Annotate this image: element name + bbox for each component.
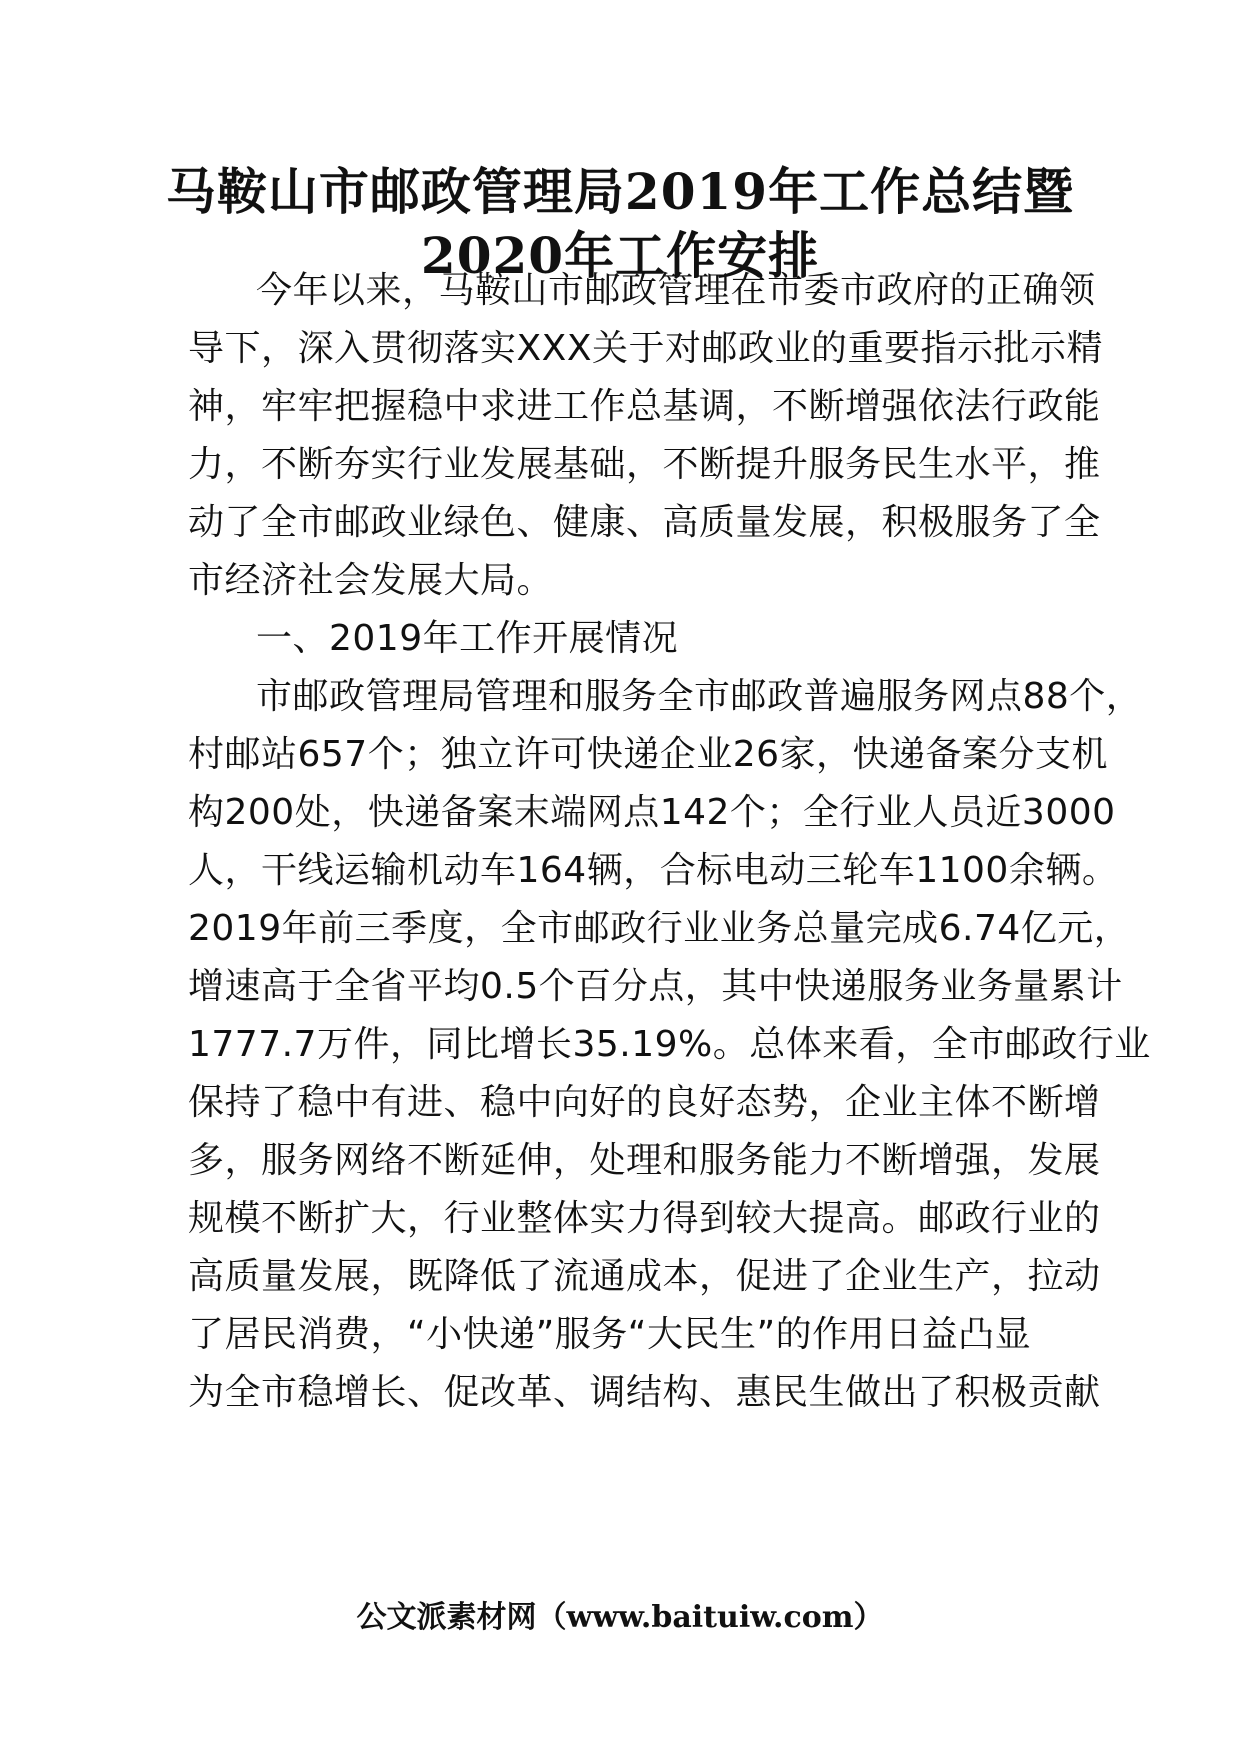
body-line-18: 了居民消费，“小快递”服务“大民生”的作用日益凸显 <box>188 1314 1032 1355</box>
body-line-16: 规模不断扩大，行业整体实力得到较大提高。邮政行业的 <box>188 1198 1101 1239</box>
body-line-10: 人，干线运输机动车164辆，合标电动三轮车1100余辆。 <box>188 850 1119 891</box>
section-heading-1: 一、2019年工作开展情况 <box>256 618 679 659</box>
body-line-14: 保持了稳中有进、稳中向好的良好态势，企业主体不断增 <box>188 1082 1101 1123</box>
body-line-13: 1777.7万件，同比增长35.19%。总体来看，全市邮政行业 <box>188 1024 1151 1065</box>
body-line-1: 今年以来，马鞍山市邮政管理在市委市政府的正确领 <box>256 270 1096 311</box>
body-line-5: 动了全市邮政业绿色、健康、高质量发展，积极服务了全 <box>188 502 1101 543</box>
body-line-12: 增速高于全省平均0.5个百分点，其中快递服务业务量累计 <box>188 966 1123 1007</box>
body-line-2: 导下，深入贯彻落实XXX关于对邮政业的重要指示批示精 <box>188 328 1103 369</box>
body-line-3: 神，牢牢把握稳中求进工作总基调，不断增强依法行政能 <box>188 386 1101 427</box>
body-line-7: 市邮政管理局管理和服务全市邮政普遍服务网点88个， <box>256 676 1143 717</box>
body-line-19: 为全市稳增长、促改革、调结构、惠民生做出了积极贡献 <box>188 1372 1101 1413</box>
body-line-8: 村邮站657个；独立许可快递企业26家，快递备案分支机 <box>188 734 1109 775</box>
document-title-line-1: 马鞍山市邮政管理局2019年工作总结暨 <box>165 162 1075 221</box>
body-line-9: 构200处，快递备案末端网点142个；全行业人员近3000 <box>188 792 1116 833</box>
body-line-17: 高质量发展，既降低了流通成本，促进了企业生产，拉动 <box>188 1256 1101 1297</box>
body-line-4: 力，不断夯实行业发展基础，不断提升服务民生水平，推 <box>188 444 1101 485</box>
body-line-6: 市经济社会发展大局。 <box>188 560 554 601</box>
body-line-15: 多，服务网络不断延伸，处理和服务能力不断增强，发展 <box>188 1140 1101 1181</box>
source-footer: 公文派素材网（www.baituiw.com） <box>356 1600 884 1635</box>
body-line-11: 2019年前三季度，全市邮政行业业务总量完成6.74亿元， <box>188 908 1131 949</box>
document-title-line-2: 2020年工作安排 <box>420 226 820 285</box>
